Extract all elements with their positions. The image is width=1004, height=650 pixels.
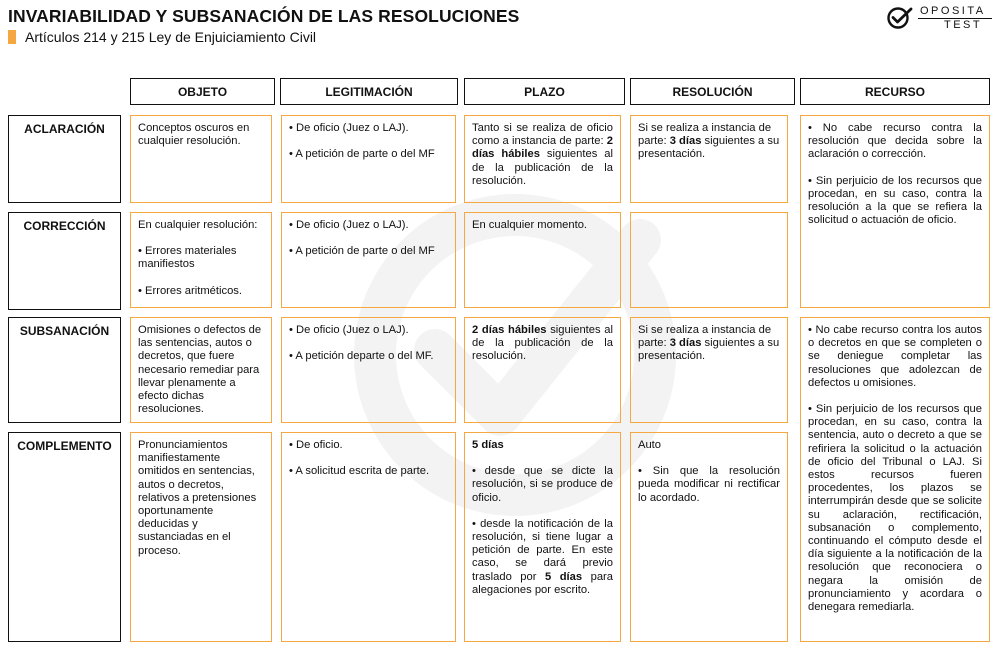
cell-subsanacion-objeto — [130, 317, 272, 423]
column-header-legitimacion: LEGITIMACIÓN — [280, 78, 458, 105]
row-label-aclaracion: ACLARACIÓN — [8, 115, 121, 203]
text-recurso-bottom-2: • Sin perjuicio de los recursos que procedan, en su caso, contra la sentencia, auto o decreto a que se refiriera la solicitud o la actuación de oficio del Tribunal o LAJ. Si estos recursos fueren procedentes, los plazos se interrumpirán desde que se solicite su aclaración, rectificación, subsanación o complemento, continuando el cómputo desde el día siguiente a la notificación de la resolución que reconociera o negara la omisión de pronunciamiento y acordara o denegara remediarla. — [808, 403, 982, 614]
text-subsanacion-legitimacion-2: • A petición departe o del MF. — [289, 350, 434, 363]
text-recurso-top-1: • No cabe recurso contra la resolución que decida sobre la aclaración o corrección. — [808, 122, 982, 161]
text-recurso-top-2: • Sin perjuicio de los recursos que procedan, en su caso, contra la resolución a la que se refiera la solicitud o actuación de oficio. — [808, 174, 982, 227]
cell-recurso-aclaracion-correccion — [800, 115, 990, 308]
cell-aclaracion-resolucion — [630, 115, 788, 203]
cell-aclaracion-plazo — [464, 115, 621, 203]
text-complemento-resolucion-1: Auto — [638, 439, 662, 451]
text-correccion-plazo: En cualquier momento. — [472, 219, 588, 231]
cell-subsanacion-plazo — [464, 317, 621, 423]
row-label-correccion: CORRECCIÓN — [8, 212, 121, 310]
text-aclaracion-objeto: Conceptos oscuros en cualquier resolución. — [138, 122, 250, 148]
text-complemento-resolucion-2: • Sin que la resolución pueda modificar ni rectificar lo acordado. — [638, 465, 780, 504]
column-header-objeto: OBJETO — [130, 78, 275, 105]
text-aclaracion-plazo-bold: 2 días hábiles — [472, 135, 613, 161]
text-subsanacion-plazo-post: siguientes al de la publicación de la resolución. — [472, 324, 613, 363]
brand-name-top: OPOSITA — [920, 5, 986, 17]
row-label-complemento: COMPLEMENTO — [8, 432, 121, 642]
cell-correccion-plazo — [464, 212, 621, 308]
text-correccion-legitimacion-1: • De oficio (Juez o LAJ). — [289, 219, 409, 231]
text-complemento-legitimacion-2: • A solicitud escrita de parte. — [289, 465, 430, 478]
cell-complemento-resolucion — [630, 432, 788, 642]
text-aclaracion-resolucion-post: siguientes a su presentación. — [638, 135, 780, 161]
text-aclaracion-legitimacion-1: • De oficio (Juez o LAJ). — [289, 122, 409, 134]
text-subsanacion-objeto: Omisiones o defectos de las sentencias, autos o decretos, que fuere necesario remediar para llevar plenamente a efecto dichas resoluciones. — [138, 324, 262, 416]
subtitle-accent-bar — [8, 30, 16, 44]
text-complemento-plazo-head: 5 días — [472, 439, 504, 451]
cell-correccion-legitimacion — [281, 212, 456, 308]
text-subsanacion-resolucion-pre: Si se realiza a instancia de parte: — [638, 324, 772, 350]
column-header-recurso: RECURSO — [800, 78, 990, 105]
text-subsanacion-resolucion-bold: 3 días — [669, 337, 702, 350]
text-correccion-legitimacion-2: • A petición de parte o del MF — [289, 245, 435, 258]
text-aclaracion-plazo-pre: Tanto si se realiza de oficio como a instancia de parte: — [472, 122, 613, 148]
text-subsanacion-plazo-bold: 2 días hábiles — [472, 324, 547, 336]
cell-correccion-objeto — [130, 212, 272, 308]
page-subtitle: Artículos 214 y 215 Ley de Enjuiciamiento Civil — [25, 29, 317, 45]
row-label-subsanacion: SUBSANACIÓN — [8, 317, 121, 423]
text-aclaracion-legitimacion-2: • A petición de parte o del MF — [289, 148, 435, 161]
text-subsanacion-legitimacion-1: • De oficio (Juez o LAJ). — [289, 324, 409, 336]
text-subsanacion-resolucion-post: siguientes a su presentación. — [638, 337, 780, 363]
text-correccion-objeto-3: • Errores aritméticos. — [138, 284, 243, 297]
brand-name-bottom: TEST — [944, 19, 983, 31]
text-complemento-plazo-item-2-pre: • desde la notificación de la resolución, si tiene lugar a petición de parte. En este caso, se dará previo traslado por — [472, 517, 613, 583]
text-correccion-objeto-2: • Errores materiales manifiestos — [138, 245, 237, 271]
text-complemento-plazo-item-2-bold: 5 días — [544, 570, 583, 583]
text-complemento-plazo-item-2-post: para alegaciones por escrito. — [472, 570, 614, 596]
column-header-resolucion: RESOLUCIÓN — [630, 78, 795, 105]
brand-logo — [887, 4, 993, 32]
cell-correccion-resolucion — [630, 212, 788, 308]
cell-subsanacion-legitimacion — [281, 317, 456, 423]
cell-subsanacion-resolucion — [630, 317, 788, 423]
text-complemento-objeto: Pronunciamientos manifiestamente omitidos en sentencias, autos o decretos, relativos a pretensiones oportunamente deducidas y sustanciadas en el proceso. — [138, 439, 257, 557]
column-header-plazo: PLAZO — [464, 78, 625, 105]
text-complemento-legitimacion-1: • De oficio. — [289, 439, 343, 451]
cell-complemento-legitimacion — [281, 432, 456, 642]
check-badge-icon — [887, 6, 915, 30]
text-aclaracion-resolucion-pre: Si se realiza a instancia de parte: — [638, 122, 772, 148]
text-aclaracion-resolucion-bold: 3 días — [669, 135, 702, 148]
cell-aclaracion-objeto — [130, 115, 272, 203]
text-aclaracion-plazo-post: siguientes al de la publicación de la resolución. — [472, 148, 613, 187]
text-complemento-plazo-item-1: • desde que se dicte la resolución, si se produce de oficio. — [472, 465, 613, 504]
cell-recurso-subsanacion-complemento — [800, 317, 990, 642]
page-title: INVARIABILIDAD Y SUBSANACIÓN DE LAS RESOLUCIONES — [8, 6, 520, 26]
cell-aclaracion-legitimacion — [281, 115, 456, 203]
cell-complemento-plazo — [464, 432, 621, 642]
cell-complemento-objeto — [130, 432, 272, 642]
text-correccion-objeto-1: En cualquier resolución: — [138, 219, 258, 231]
text-recurso-bottom-1: • No cabe recurso contra los autos o decretos en que se completen o se deniegue completar las resoluciones que adolezcan de defectos u omisiones. — [808, 324, 982, 389]
